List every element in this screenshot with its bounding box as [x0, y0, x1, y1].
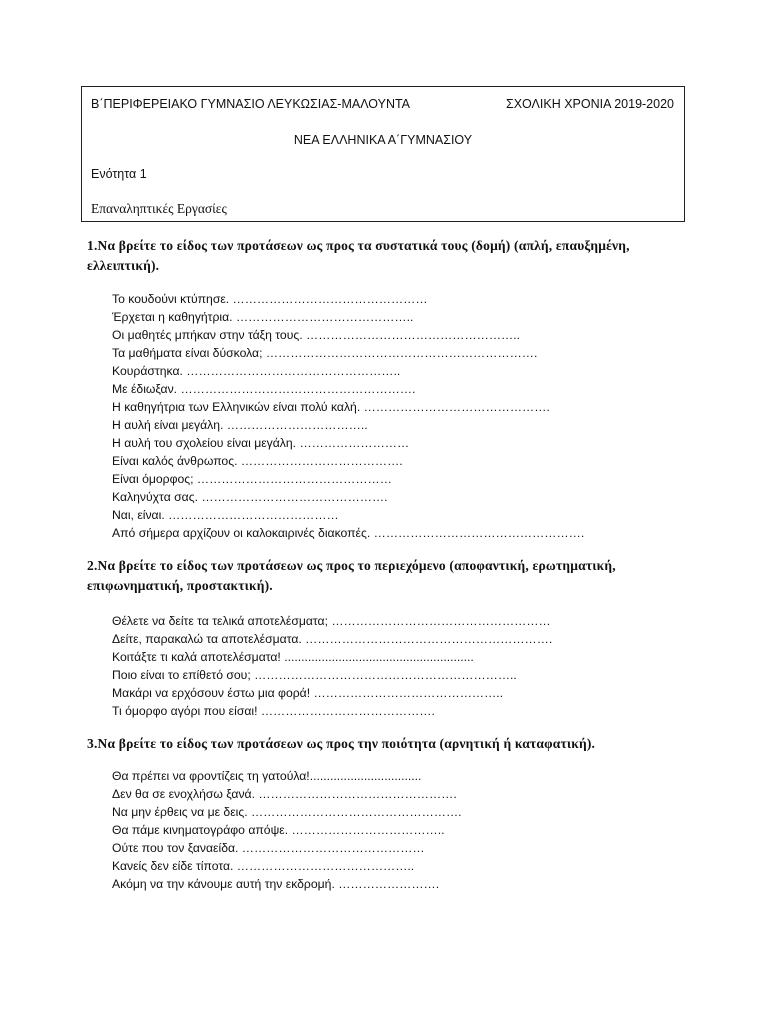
list-item: Θα πάμε κινηματογράφο απόψε. ……………………………….. [112, 823, 445, 837]
list-item: Ποιο είναι το επίθετό σου; ……………………………………………………….. [112, 668, 517, 682]
question-3-instruction: 3.Να βρείτε το είδος των προτάσεων ως προς την ποιότητα (αρνητική ή καταφατική). [87, 736, 596, 751]
list-item: Από σήμερα αρχίζουν οι καλοκαιρινές διακοπές. ……………………………………………. [112, 526, 585, 540]
list-item: Δείτε, παρακαλώ τα αποτελέσματα. ……………………………………………………. [112, 632, 553, 646]
list-item: Ναι, είναι. …………………………………… [112, 508, 339, 522]
list-item: Να μην έρθεις να με δεις. ……………………………………………. [112, 805, 462, 819]
list-item: Τι όμορφο αγόρι που είσαι! ……………………………………. [112, 704, 435, 718]
question-2-list [112, 612, 682, 720]
school-year: ΣΧΟΛΙΚΗ ΧΡΟΝΙΑ 2019-2020 [505, 97, 674, 111]
list-item: Θα πρέπει να φροντίζεις τη γατούλα!................................. [112, 769, 422, 783]
list-item: Ούτε που τον ξαναείδα. ……………………………………… [112, 841, 425, 855]
school-name: Β΄ΠΕΡΙΦΕΡΕΙΑΚΟ ΓΥΜΝΑΣΙΟ ΛΕΥΚΩΣΙΑΣ-ΜΑΛΟΥΝΤΑ [91, 97, 411, 111]
list-item: Ακόμη να την κάνουμε αυτή την εκδρομή. ……………………. [112, 877, 440, 891]
list-item: Κουράστηκα. …………………………………………….. [112, 364, 401, 378]
subject-title: ΝΕΑ ΕΛΛΗΝΙΚΑ Α΄ΓΥΜΝΑΣΙΟΥ [293, 133, 473, 147]
list-item: Θέλετε να δείτε τα τελικά αποτελέσματα; ……………………………………………… [112, 614, 551, 628]
list-item: Κοιτάξτε τι καλά αποτελέσματα! ........................................................ [112, 650, 474, 664]
list-item: Δεν θα σε ενοχλήσω ξανά. …………………………………………. [112, 787, 457, 801]
list-item: Η αυλή του σχολείου είναι μεγάλη. ……………………… [112, 436, 410, 450]
list-item: Η αυλή είναι μεγάλη. …………………………….. [112, 418, 368, 432]
list-item: Είναι όμορφος; ………………………………………… [112, 472, 392, 486]
list-item: Η καθηγήτρια των Ελληνικών είναι πολύ καλή. ………………………………………. [112, 400, 550, 414]
question-3-list [112, 767, 682, 893]
unit-label: Ενότητα 1 [91, 167, 147, 181]
list-item: Τα μαθήματα είναι δύσκολα; …………………………………………………………. [112, 346, 538, 360]
question-1-list [112, 290, 682, 542]
header-box [81, 86, 685, 222]
exercises-label: Επαναληπτικές Εργασίες [91, 201, 227, 216]
list-item: Το κουδούνι κτύπησε. ………………………………………… [112, 292, 428, 306]
question-1-instruction: 1.Να βρείτε το είδος των προτάσεων ως προς τα συστατικά τους (δομή) (απλή, επαυξημένη, ελλειπτική). [87, 238, 630, 273]
question-2-instruction: 2.Να βρείτε το είδος των προτάσεων ως προς το περιεχόμενο (αποφαντική, ερωτηματική, επιφωνηματική, προστακτική). [87, 558, 616, 593]
list-item: Οι μαθητές μπήκαν στην τάξη τους. …………………………………………….. [112, 328, 520, 342]
list-item: Μακάρι να ερχόσουν έστω μια φορά! ……………………………………….. [112, 686, 504, 700]
list-item: Είναι καλός άνθρωπος. …………………………………. [112, 454, 403, 468]
list-item: Με έδιωξαν. …………………………………………………. [112, 382, 416, 396]
list-item: Έρχεται η καθηγήτρια. …………………………………….. [112, 310, 414, 324]
list-item: Κανείς δεν είδε τίποτα. …………………………………….. [112, 859, 415, 873]
list-item: Καληνύχτα σας. ………………………………………. [112, 490, 388, 504]
